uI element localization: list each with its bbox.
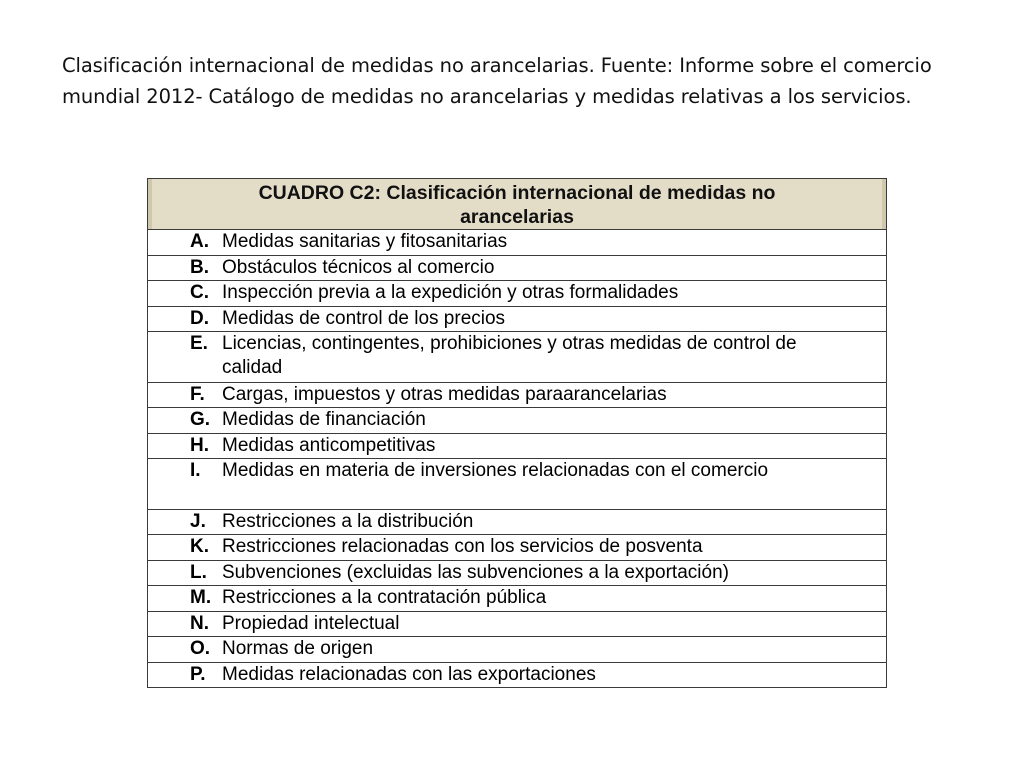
table-row xyxy=(148,332,887,383)
row-text: Medidas anticompetitivas xyxy=(222,434,436,456)
row-text: Restricciones a la contratación pública xyxy=(222,587,547,608)
row-text: Obstáculos técnicos al comercio xyxy=(222,256,495,278)
row-letter: F. xyxy=(190,383,205,405)
row-letter: P. xyxy=(190,663,206,685)
row-text: Restricciones relacionadas con los servicios de posventa xyxy=(222,536,703,557)
row-letter: G. xyxy=(190,409,211,430)
table-row xyxy=(148,509,887,535)
row-text: Medidas relacionadas con las exportaciones xyxy=(222,663,596,685)
row-text: Cargas, impuestos y otras medidas paraarancelarias xyxy=(222,383,667,405)
row-text: Subvenciones (excluidas las subvenciones a la exportación) xyxy=(222,561,729,583)
table-row xyxy=(148,586,887,612)
table-row xyxy=(148,408,887,434)
table-row xyxy=(148,255,887,281)
row-letter: L. xyxy=(190,561,207,583)
table-row xyxy=(148,230,887,256)
row-text: Inspección previa a la expedición y otras formalidades xyxy=(222,282,679,303)
row-letter: O. xyxy=(190,638,211,659)
row-letter: I. xyxy=(190,460,201,481)
row-letter: N. xyxy=(190,612,209,634)
row-letter: E. xyxy=(190,333,208,354)
table-row xyxy=(148,459,887,510)
row-letter: A. xyxy=(190,231,209,252)
table-row xyxy=(148,433,887,459)
row-text: Medidas en materia de inversiones relacionadas con el comercio xyxy=(222,460,769,481)
row-letter: K. xyxy=(190,536,209,557)
row-text: Propiedad intelectual xyxy=(222,612,400,634)
row-letter: H. xyxy=(190,434,209,456)
row-text: Medidas sanitarias y fitosanitarias xyxy=(222,231,508,252)
row-letter: D. xyxy=(190,307,209,329)
table-body xyxy=(148,230,887,688)
row-text: Restricciones a la distribución xyxy=(222,510,474,532)
row-text: Normas de origen xyxy=(222,638,374,659)
row-letter: C. xyxy=(190,282,209,303)
table-row xyxy=(148,306,887,332)
row-text: Medidas de control de los precios xyxy=(222,307,506,329)
table-row xyxy=(148,382,887,408)
row-text: Licencias, contingentes, prohibiciones y otras medidas de control de calidad xyxy=(222,333,797,378)
table-title-cell xyxy=(148,179,887,230)
table-header-row xyxy=(148,179,887,230)
table-row xyxy=(148,535,887,561)
table-row xyxy=(148,611,887,637)
row-text: Medidas de financiación xyxy=(222,409,426,430)
classification-table xyxy=(147,178,887,688)
table-row xyxy=(148,637,887,663)
slide-caption: Clasificación internacional de medidas no arancelarias. Fuente: Informe sobre el comercio mundial 2012- Catálogo de medidas no arancelarias y medidas relativas a los servicios. xyxy=(62,54,932,108)
table-row xyxy=(148,281,887,307)
table-title: CUADRO C2: Clasificación internacional de medidas no arancelarias xyxy=(258,181,776,228)
table-row xyxy=(148,560,887,586)
classification-table-container xyxy=(147,178,887,688)
row-letter: J. xyxy=(190,510,206,532)
table-row xyxy=(148,662,887,688)
row-letter: M. xyxy=(190,587,212,608)
row-letter: B. xyxy=(190,256,209,278)
